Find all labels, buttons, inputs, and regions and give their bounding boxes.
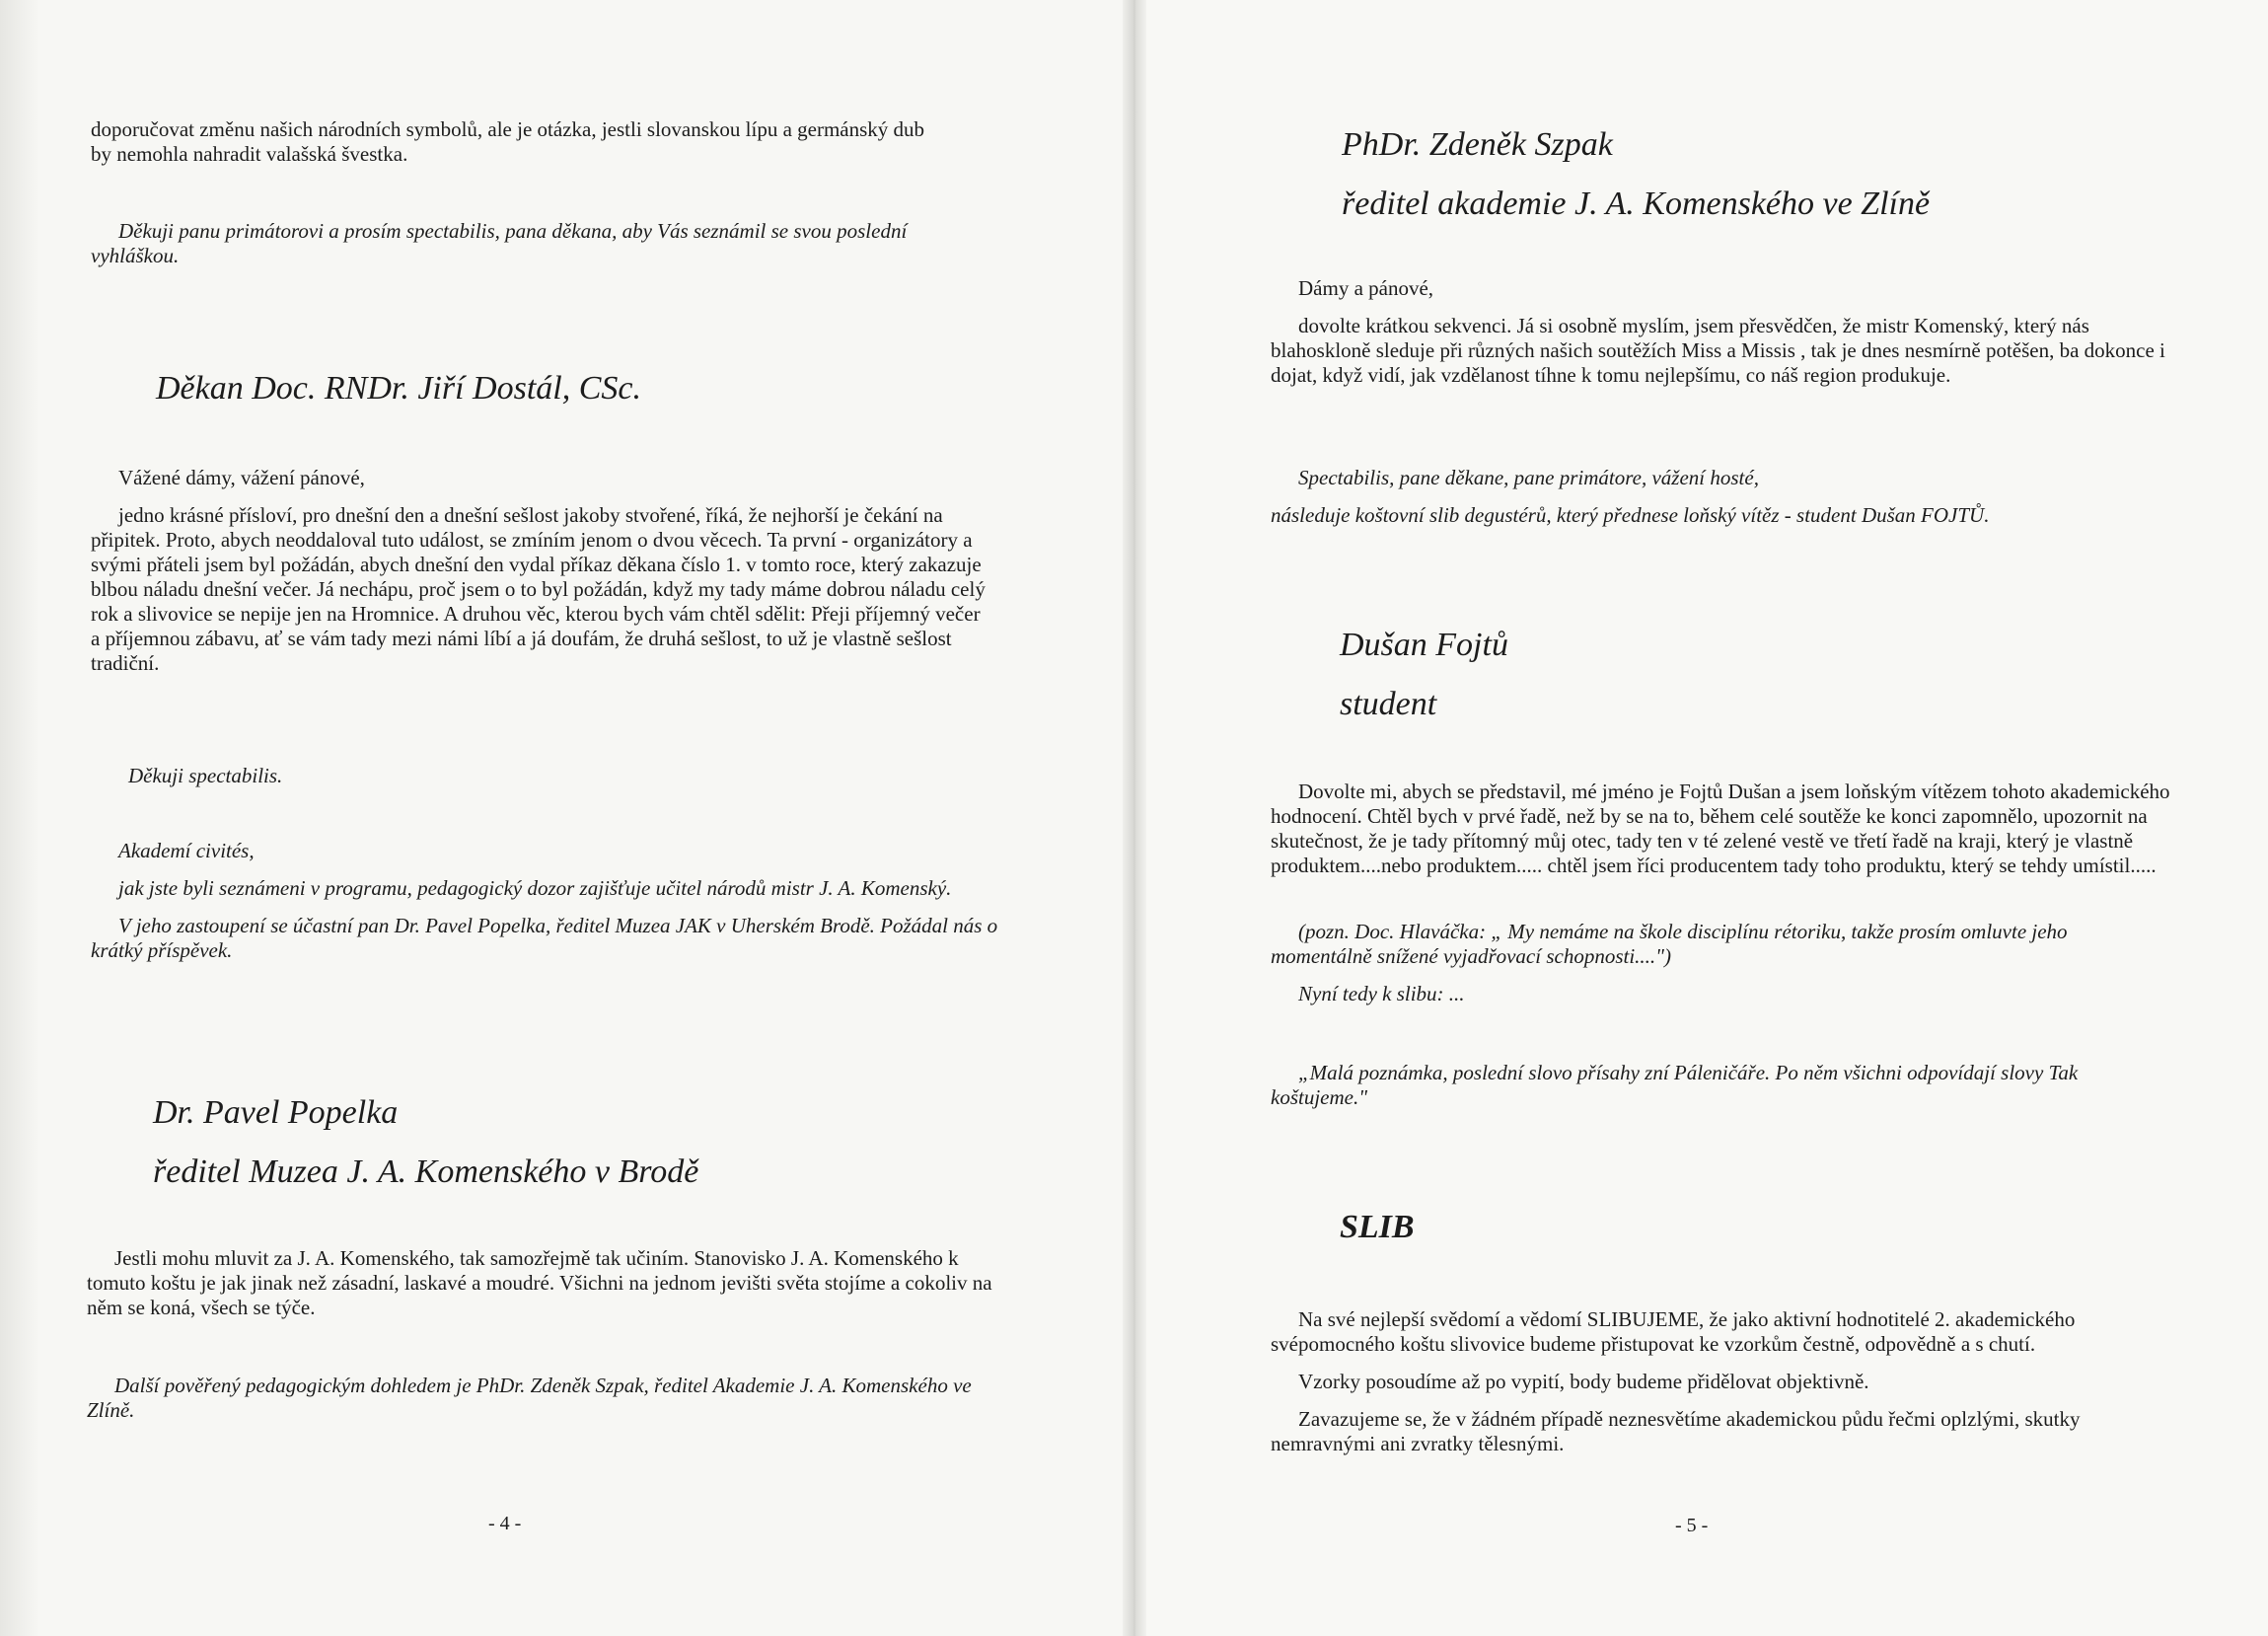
popelka-heading: Dr. Pavel Popelka ředitel Muzea J. A. Komenského v Brodě: [153, 1094, 699, 1190]
fojtu-now: Nyní tedy k slibu: ...: [1298, 982, 1465, 1005]
page-number: - 4 -: [488, 1513, 522, 1534]
slib-heading: SLIB: [1340, 1209, 1415, 1245]
oath-intro: následuje koštovní slib degustérů, který přednese loňský vítěz - student Dušan FOJTŮ.: [1271, 503, 1990, 527]
academia-text: jak jste byli seznámeni v programu, pedagogický dozor zajišťuje učitel národů mistr J. A. Komenský.: [118, 876, 952, 900]
academia-greeting: Akademí civités,: [118, 839, 255, 862]
thanks-primator: Děkuji panu primátorovi a prosím spectabilis, pana děkana, aby Vás seznámil se svou poslední vyhláškou.: [91, 219, 908, 267]
dean-heading: Děkan Doc. RNDr. Jiří Dostál, CSc.: [156, 370, 642, 407]
fojtu-note: (pozn. Doc. Hlaváčka: „ My nemáme na škole disciplínu rétoriku, takže prosím omluvte jeho momentálně snížené vyjadřovací schopnosti...."): [1271, 920, 2068, 968]
right-page: [1134, 0, 2268, 1636]
slib-paragraph-3: Zavazujeme se, že v žádném případě neznesvětíme akademickou půdu řečmi oplzlými, skutky nemravnými ani zvratky tělesnými.: [1271, 1407, 2081, 1455]
zastoupeni-text: V jeho zastoupení se účastní pan Dr. Pavel Popelka, ředitel Muzea JAK v Uherském Brodě. Požádal nás o krátký příspěvek.: [91, 914, 998, 962]
szpak-greeting: Dámy a pánové,: [1298, 276, 1434, 300]
spectabilis-address: Spectabilis, pane děkane, pane primátore, vážení hosté,: [1298, 466, 1759, 489]
dean-speech-block: [91, 466, 990, 676]
intro-paragraph: doporučovat změnu našich národních symbolů, ale je otázka, jestli slovanskou lípu a germánský dub by nemohla nahradit valašská švestka.: [91, 117, 925, 166]
popelka-speech: Jestli mohu mluvit za J. A. Komenského, tak samozřejmě tak učiním. Stanovisko J. A. Komenského k tomuto koštu je jak jinak než zásadní, laskavé a moudré. Všichni na jednom jevišti světa stojíme a cokoliv na něm se koná, všech se týče.: [87, 1246, 992, 1319]
szpak-speech: dovolte krátkou sekvenci. Já si osobně myslím, jsem přesvědčen, že mistr Komenský, který nás blahoskloně sleduje při různých našich soutěžích Miss a Missis , tak je dnes nesmírně potěšen, ba dokonce i dojat, když vidí, jak vzdělanost tíhne k tomu nejlepšímu, co náš region produkuje.: [1271, 314, 2165, 387]
dean-greeting: Vážené dámy, vážení pánové,: [118, 466, 365, 489]
next-supervisor: Další pověřený pedagogickým dohledem je PhDr. Zdeněk Szpak, ředitel Akademie J. A. Komenského ve Zlíně.: [87, 1374, 972, 1422]
thanks-spectabilis: Děkuji spectabilis.: [128, 764, 283, 787]
academia-block: [91, 839, 998, 963]
fojtu-speech: Dovolte mi, abych se představil, mé jméno je Fojtů Dušan a jsem loňským vítězem tohoto akademického hodnocení. Chtěl bych v prvé řadě, než by se na to, během celé soutěže ke konci zapomnělo, upozornit na skutečnost, že je tady přítomný můj otec, tady ten v té zelené vestě ve třetí řadě na kraji, který je vlastně produktem....nebo produktem..... chtěl jsem říci producentem tady toho produktu, který se tehdy umístil.....: [1271, 780, 2170, 877]
dean-speech: jedno krásné přísloví, pro dnešní den a dnešní sešlost jakoby stvořené, říká, že nejhorší je čekání na připitek. Proto, abych neoddaloval tuto událost, se zmíním jenom o dvou věcech. Ta první - organizátory a svými přáteli jsem byl požádán, abych dnešní den vydal příkaz děkana číslo 1. v tomto roce, který zakazuje blbou náladu dnešní večer. Já nechápu, proč jsem o to byl požádán, když my tady máme dobrou náladu celý rok a slivovice se nepije jen na Hromnice. A druhou věc, kterou bych vám chtěl sdělit: Přeji příjemný večer a příjemnou zábavu, ať se vám tady mezi námi líbí a já doufám, že druhá sešlost, to už je vlastně sešlost tradiční.: [91, 503, 986, 675]
page-edge-shadow: [0, 0, 39, 1636]
slib-paragraph-1: Na své nejlepší svědomí a vědomí SLIBUJEME, že jako aktivní hodnotitelé 2. akademického svépomocného koštu slivovice budeme přistupovat ke vzorkům čestně, odpovědně a s chutí.: [1271, 1307, 2076, 1356]
remark: „Malá poznámka, poslední slovo přísahy zní Páleničáře. Po něm všichni odpovídají slovy Tak koštujeme.": [1271, 1061, 2079, 1109]
oath-intro-block: [1271, 466, 2178, 528]
fojtu-heading: Dušan Fojtů student: [1340, 627, 1508, 722]
slib-text-block: [1271, 1307, 2166, 1456]
fojtu-note-block: [1271, 920, 2170, 1006]
slib-paragraph-2: Vzorky posoudíme až po vypití, body budeme přidělovat objektivně.: [1298, 1370, 1869, 1393]
binding-gutter: [1123, 0, 1146, 1636]
szpak-speech-block: [1271, 276, 2166, 388]
page-number: - 5 -: [1675, 1515, 1709, 1536]
szpak-heading: PhDr. Zdeněk Szpak ředitel akademie J. A. Komenského ve Zlíně: [1342, 126, 1931, 222]
